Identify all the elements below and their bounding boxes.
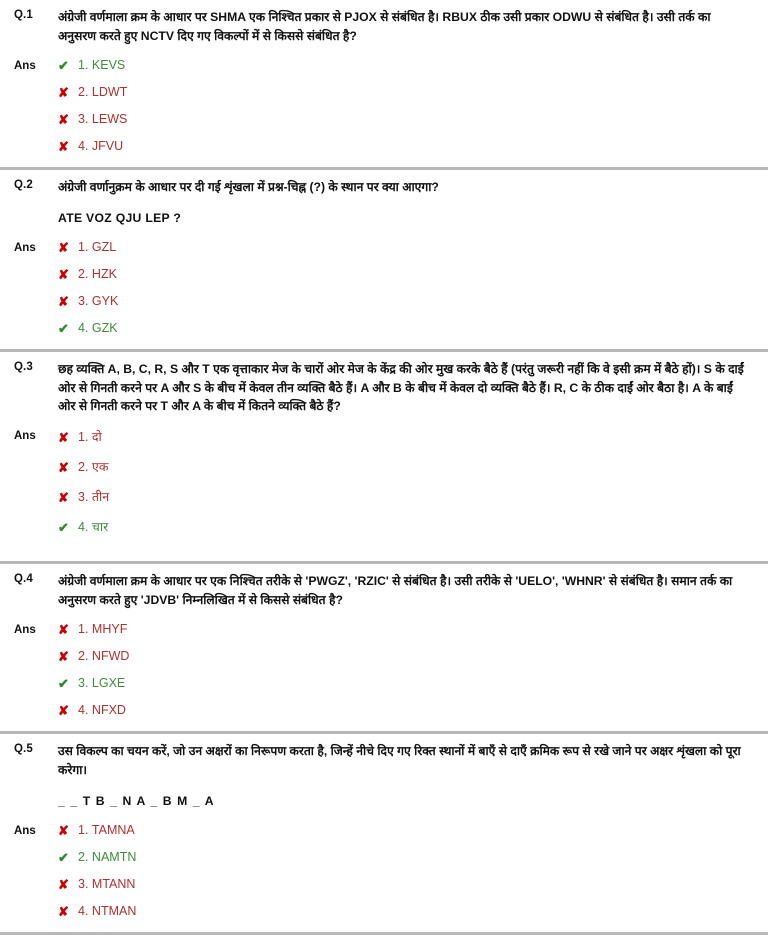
option-number: 3.: [78, 676, 89, 691]
option-text: KEVS: [91, 57, 126, 72]
cross-mark-icon: ✘: [58, 622, 69, 638]
option-number: 3.: [78, 293, 89, 308]
check-mark-icon: ✔: [58, 849, 69, 865]
option-text: GZK: [91, 320, 118, 335]
options-list: [58, 823, 754, 922]
option-item[interactable]: [58, 458, 754, 475]
option-item[interactable]: [58, 294, 754, 308]
option-text: NFXD: [91, 703, 126, 718]
option-text: MTANN: [91, 876, 136, 891]
option-number: 2.: [78, 266, 89, 281]
option-text: NAMTN: [91, 849, 137, 864]
option-text: LGXE: [91, 676, 126, 691]
option-item[interactable]: [58, 877, 754, 891]
option-item[interactable]: [58, 488, 754, 505]
question-text: अंग्रेजी वर्णमाला क्रम के आधार पर SHMA एक निश्चित प्रकार से PJOX से संबंधित है। RBUX ठीक उसी प्रकार ODWU से संबंधित है। उसी तर्क का अनुसरण करते हुए NCTV दिए गए विकल्पों में से किससे संबंधित है?: [58, 10, 711, 43]
question-text: छह व्यक्ति A, B, C, R, S और T एक वृत्ताकार मेज के चारों ओर मेज के केंद्र की ओर मुख करके बैठे हैं (परंतु जरूरी नहीं कि वे इसी क्रम में बैठे हों)। S के दाईं ओर से गिनती करने पर A और S के बीच में केवल तीन व्यक्ति बैठे हैं। A और B के बीच में केवल दो व्यक्ति बैठे हैं। R, C के ठीक दाईं ओर बैठा है। A के बाईं ओर से गिनती करने पर T और A के बीच में कितने व्यक्ति बैठे हैं?: [58, 361, 744, 414]
answer-row: [14, 823, 754, 922]
option-number: 2.: [78, 460, 89, 475]
option-text: GZL: [91, 239, 117, 254]
cross-mark-icon: ✘: [58, 430, 69, 446]
options-list: [58, 58, 754, 157]
question-number: Q.2: [14, 178, 33, 191]
divider: [0, 932, 768, 935]
cross-mark-icon: ✘: [58, 84, 69, 100]
option-item[interactable]: [58, 850, 754, 864]
question-row: [14, 8, 754, 46]
question-block: [0, 564, 768, 725]
check-mark-icon: ✔: [58, 57, 69, 73]
option-number: 2.: [78, 849, 89, 864]
cross-mark-icon: ✘: [58, 876, 69, 892]
answer-label: Ans: [14, 241, 36, 254]
answer-row: [14, 428, 754, 539]
option-number: 3.: [78, 876, 89, 891]
option-number: 4.: [78, 138, 89, 153]
cross-mark-icon: ✘: [58, 903, 69, 919]
check-mark-icon: ✔: [58, 676, 69, 692]
option-text: NFWD: [91, 649, 130, 664]
question-stem: उस विकल्प का चयन करें, जो उन अक्षरों का निरूपण करता है, जिन्हें नीचे दिए गए रिक्त स्थानों में बाएँ से दाएँ क्रमिक रूप से रखे जाने पर अक्षर शृंखला को पूरा करेगा।: [58, 744, 741, 778]
answer-label: Ans: [14, 824, 36, 837]
option-item[interactable]: [58, 703, 754, 717]
question-row: [14, 178, 754, 228]
question-text: [58, 178, 754, 228]
option-number: 1.: [78, 430, 89, 445]
option-number: 1.: [78, 822, 89, 837]
option-number: 4.: [78, 320, 89, 335]
option-text: दो: [91, 430, 102, 445]
block-spacer: [14, 539, 754, 551]
option-item[interactable]: [58, 428, 754, 445]
question-block: [0, 0, 768, 161]
answer-row: [14, 622, 754, 721]
option-item[interactable]: [58, 240, 754, 254]
option-text: चार: [91, 520, 109, 535]
question-number: Q.3: [14, 360, 33, 373]
question-number: Q.5: [14, 743, 33, 756]
option-number: 1.: [78, 57, 89, 72]
answer-row: [14, 58, 754, 157]
option-item[interactable]: [58, 676, 754, 690]
option-number: 2.: [78, 649, 89, 664]
option-text: JFVU: [91, 138, 124, 153]
question-series: _ _ T B _ N A _ B M _ A: [58, 793, 215, 808]
option-item[interactable]: [58, 58, 754, 72]
options-list: [58, 428, 754, 539]
option-item[interactable]: [58, 622, 754, 636]
answer-label: Ans: [14, 59, 36, 72]
option-item[interactable]: [58, 904, 754, 918]
option-text: LEWS: [91, 111, 128, 126]
cross-mark-icon: ✘: [58, 649, 69, 665]
question-block: [0, 170, 768, 343]
cross-mark-icon: ✘: [58, 703, 69, 719]
options-list: [58, 240, 754, 339]
option-number: 4.: [78, 520, 89, 535]
option-number: 4.: [78, 703, 89, 718]
cross-mark-icon: ✘: [58, 239, 69, 255]
question-row: [14, 742, 754, 811]
option-number: 3.: [78, 490, 89, 505]
check-mark-icon: ✔: [58, 520, 69, 536]
option-number: 3.: [78, 111, 89, 126]
option-text: TAMNA: [91, 822, 135, 837]
answer-row: [14, 240, 754, 339]
cross-mark-icon: ✘: [58, 460, 69, 476]
option-text: GYK: [91, 293, 119, 308]
question-number: Q.1: [14, 9, 33, 21]
question-text: अंग्रेजी वर्णमाला क्रम के आधार पर एक निश्चित तरीके से 'PWGZ', 'RZIC' से संबंधित है। उसी तरीके से 'UELO', 'WHNR' से संबंधित है। समान तर्क का अनुसरण करते हुए 'JDVB' निम्नलिखित में से किससे संबंधित है?: [58, 574, 733, 608]
option-number: 1.: [78, 622, 89, 637]
option-text: MHYF: [91, 622, 128, 637]
option-item[interactable]: [58, 518, 754, 535]
check-mark-icon: ✔: [58, 320, 69, 336]
option-text: HZK: [91, 266, 117, 281]
question-number: Q.4: [14, 573, 33, 586]
question-stem: अंग्रेजी वर्णानुक्रम के आधार पर दी गई शृंखला में प्रश्न-चिह्न (?) के स्थान पर क्या आएगा?: [58, 179, 439, 194]
question-series: ATE VOZ QJU LEP ?: [58, 210, 182, 225]
option-item[interactable]: [58, 649, 754, 663]
question-block: [0, 352, 768, 556]
option-text: तीन: [91, 490, 110, 505]
option-item[interactable]: [58, 139, 754, 153]
cross-mark-icon: ✘: [58, 111, 69, 127]
question-text: [58, 742, 754, 811]
question-row: [14, 360, 754, 417]
answer-label: Ans: [14, 624, 36, 637]
answer-label: Ans: [14, 430, 36, 443]
cross-mark-icon: ✘: [58, 822, 69, 838]
question-block: [0, 734, 768, 926]
option-number: 1.: [78, 239, 89, 254]
option-item[interactable]: [58, 267, 754, 281]
cross-mark-icon: ✘: [58, 490, 69, 506]
cross-mark-icon: ✘: [58, 266, 69, 282]
cross-mark-icon: ✘: [58, 138, 69, 154]
option-item[interactable]: [58, 823, 754, 837]
option-number: 4.: [78, 903, 89, 918]
question-row: [14, 572, 754, 610]
options-list: [58, 622, 754, 721]
cross-mark-icon: ✘: [58, 293, 69, 309]
option-item[interactable]: [58, 112, 754, 126]
option-item[interactable]: [58, 85, 754, 99]
option-number: 2.: [78, 84, 89, 99]
option-text: LDWT: [91, 84, 128, 99]
option-text: एक: [91, 460, 109, 475]
option-item[interactable]: [58, 321, 754, 335]
option-text: NTMAN: [91, 903, 137, 918]
